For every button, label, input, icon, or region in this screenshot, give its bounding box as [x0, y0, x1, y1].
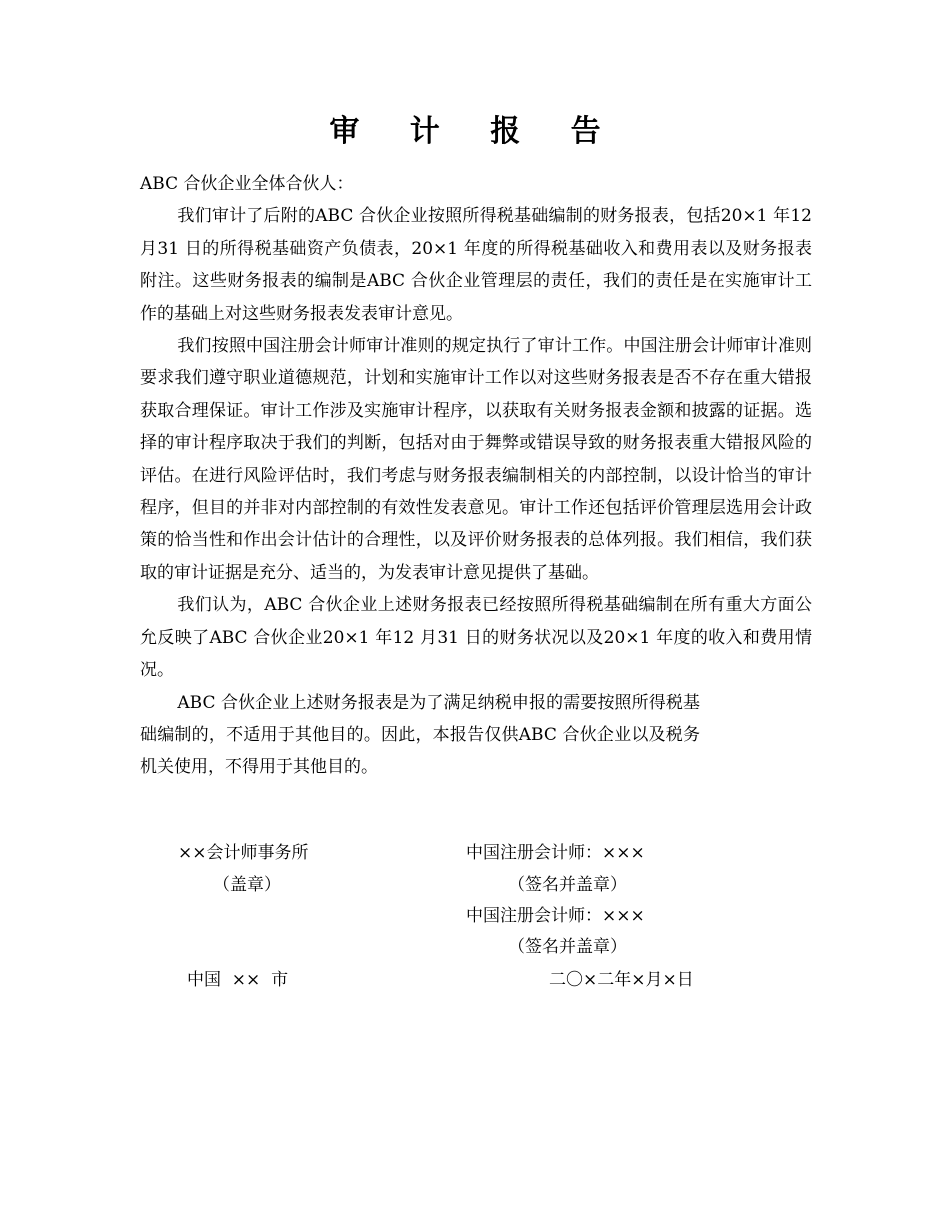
cpa-2-label: 中国注册会计师：×××	[466, 906, 645, 926]
paragraph-opinion: 我们认为，ABC 合伙企业上述财务报表已经按照所得税基础编制在所有重大方面公允反映了ABC 合伙企业20×1 年12 月31 日的财务状况以及20×1 年度的收入和费用情况。	[140, 595, 812, 681]
report-title: 审 计 报 告	[329, 114, 621, 149]
cpa-1-sign-label: （签名并盖章）	[508, 875, 627, 895]
paragraph-procedures: 我们按照中国注册会计师审计准则的规定执行了审计工作。中国注册会计师审计准则要求我们遵守职业道德规范，计划和实施审计工作以对这些财务报表是否不存在重大错报获取合理保证。审计工作涉及实施审计程序，以获取有关财务报表金额和披露的证据。选择的审计程序取决于我们的判断，包括对由于舞弊或错误导致的财务报表重大错报风险的评估。在进行风险评估时，我们考虑与财务报表编制相关的内部控制，以设计恰当的审计程序，但目的并非对内部控制的有效性发表意见。审计工作还包括评价管理层选用会计政策的恰当性和作出会计估计的合理性，以及评价财务报表的总体列报。我们相信，我们获取的审计证据是充分、适当的，为发表审计意见提供了基础。	[140, 336, 812, 583]
paragraph-restriction: ABC 合伙企业上述财务报表是为了满足纳税申报的需要按照所得税基础编制的，不适用于其他目的。因此，本报告仅供ABC 合伙企业以及税务机关使用，不得用于其他目的。	[140, 692, 700, 778]
firm-seal-label: （盖章）	[213, 875, 281, 895]
cpa-2-sign-label: （签名并盖章）	[508, 937, 627, 957]
report-body	[140, 168, 812, 784]
report-date: 二〇×二年×月×日	[549, 970, 694, 990]
cpa-1-label: 中国注册会计师：×××	[466, 843, 645, 863]
firm-name: ××会计师事务所	[178, 843, 309, 863]
report-location: 中国 ×× 市	[187, 970, 289, 990]
paragraph-scope: 我们审计了后附的ABC 合伙企业按照所得税基础编制的财务报表，包括20×1 年12 月31 日的所得税基础资产负债表，20×1 年度的所得税基础收入和费用表以及财务报表附注。这些财务报表的编制是ABC 合伙企业管理层的责任，我们的责任是在实施审计工作的基础上对这些财务报表发表审计意见。	[140, 206, 812, 324]
salutation: ABC 合伙企业全体合伙人：	[140, 174, 354, 194]
